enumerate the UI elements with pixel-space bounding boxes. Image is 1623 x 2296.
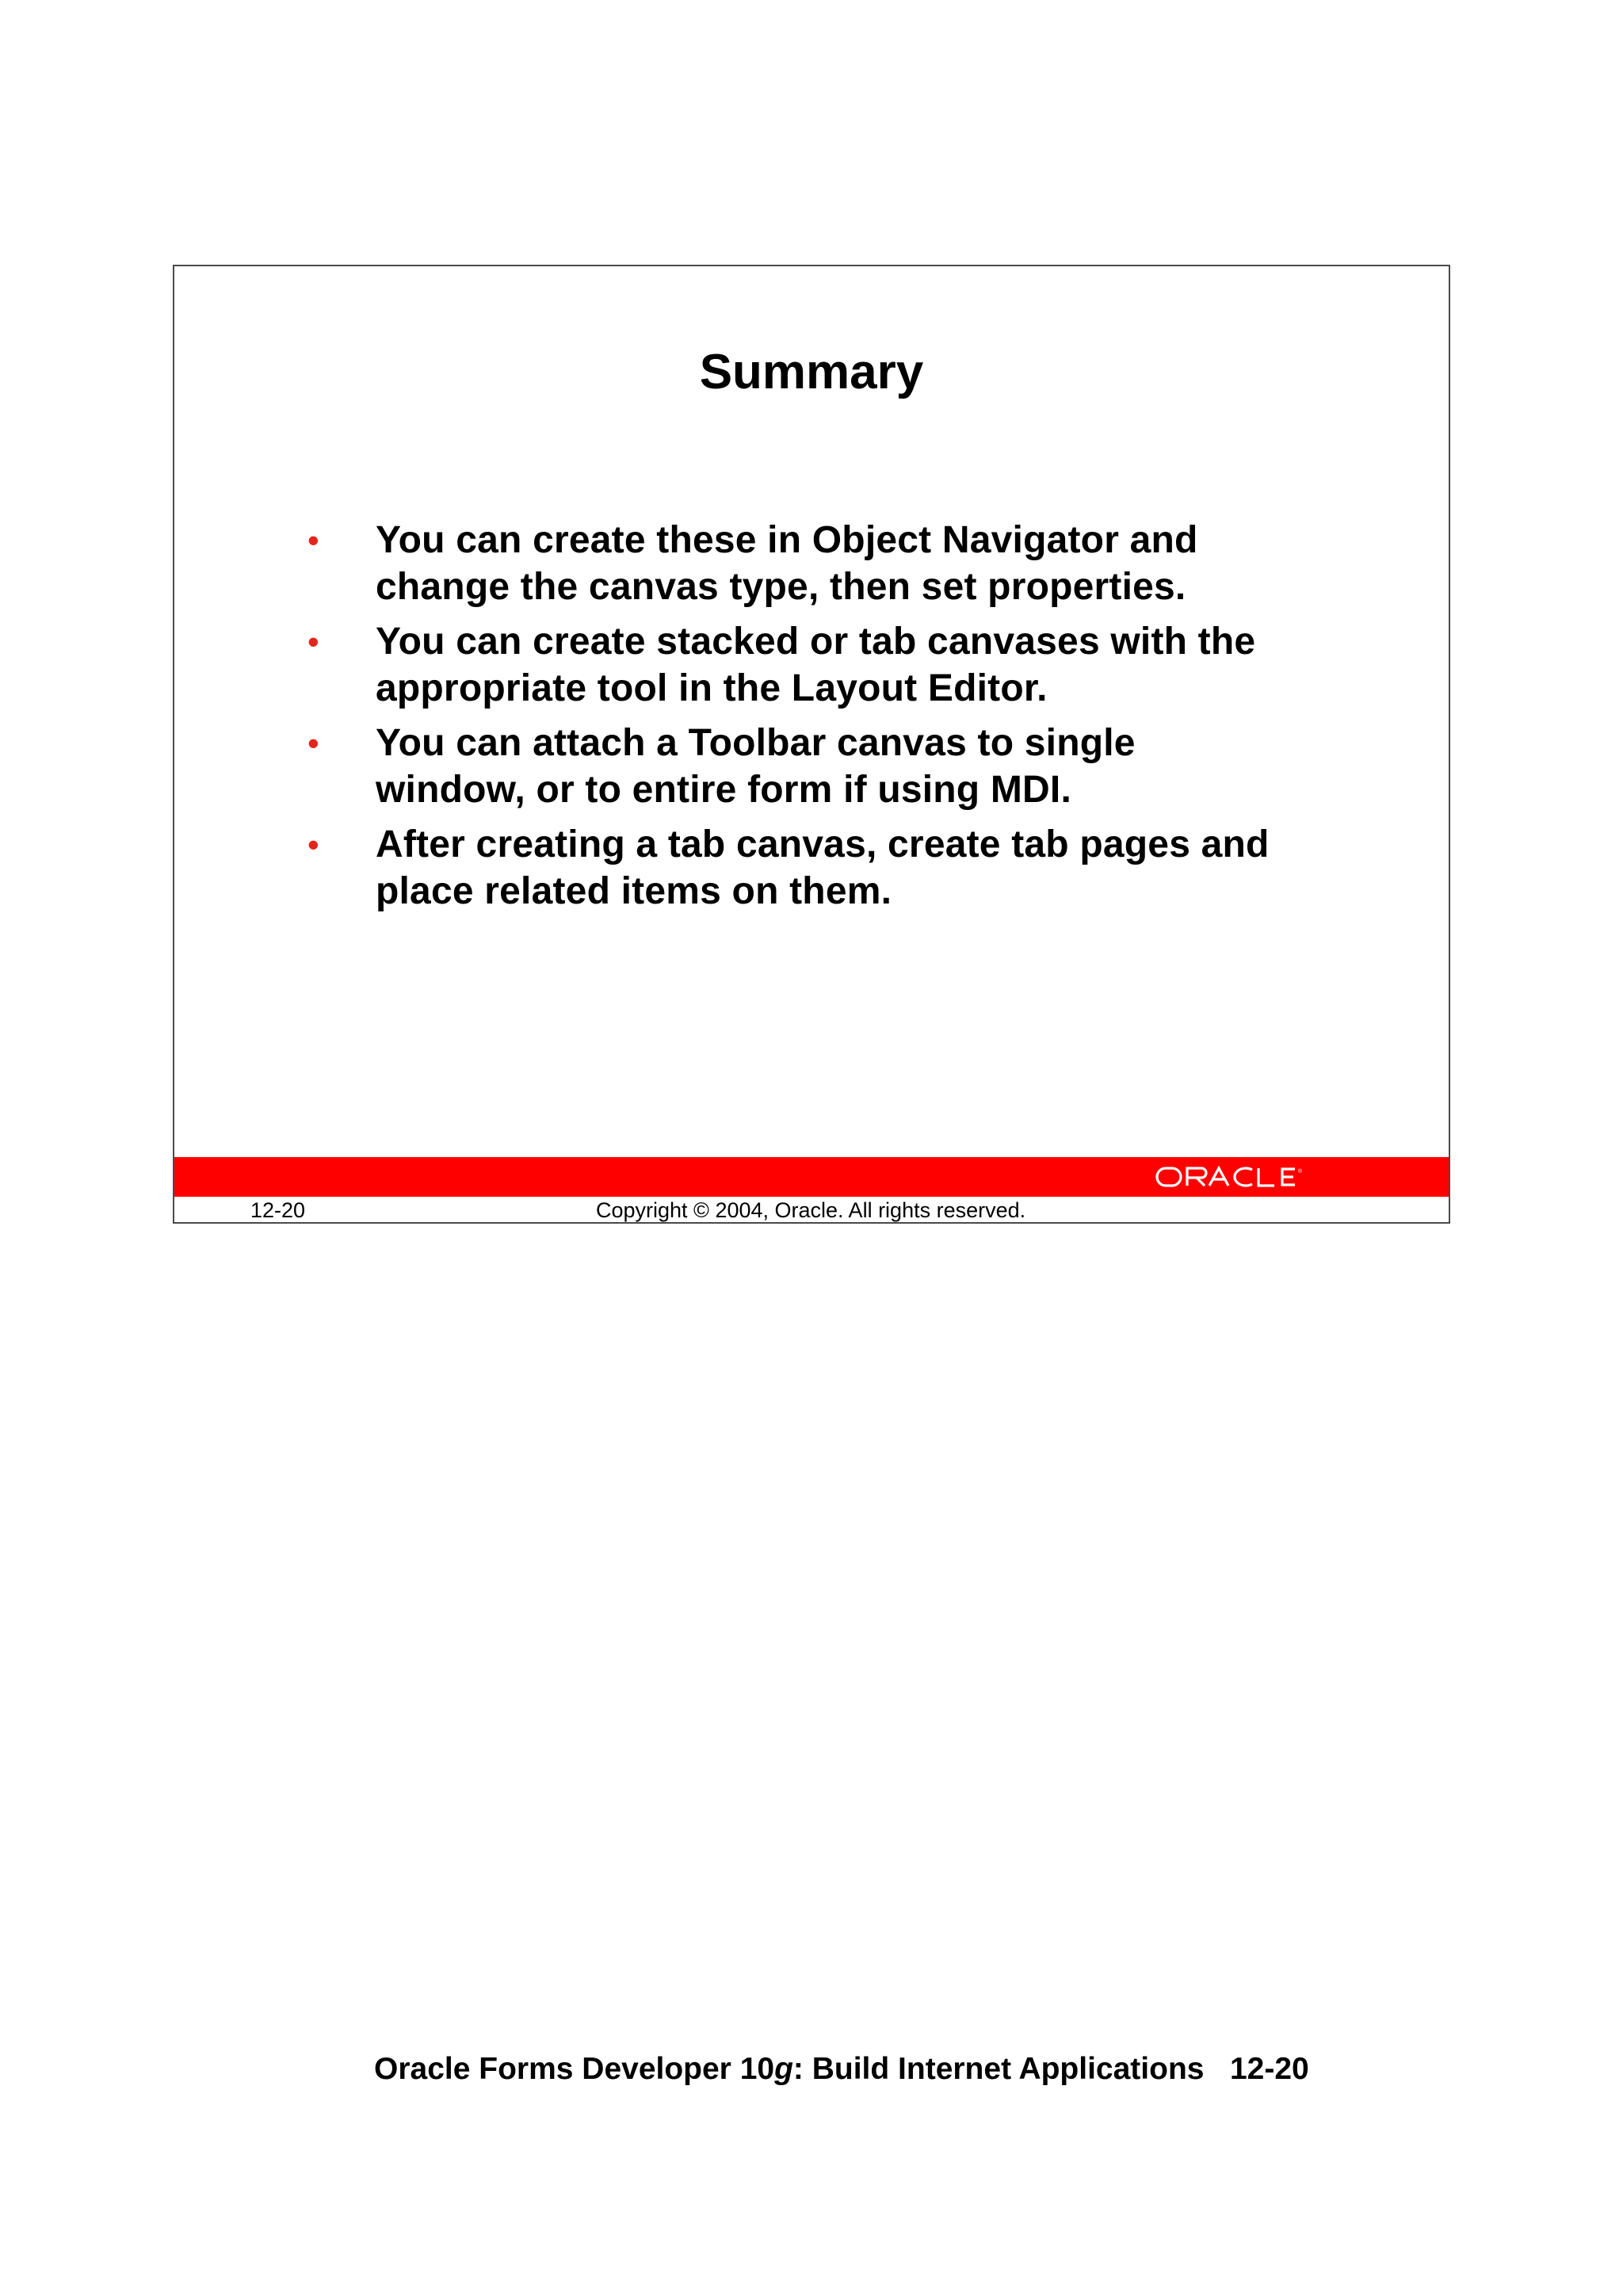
bullet-item — [307, 821, 1374, 915]
bullet-text-line: appropriate tool in the Layout Editor. — [376, 667, 1048, 709]
bullet-item — [307, 517, 1374, 610]
bullet-text-line: change the canvas type, then set properties. — [376, 566, 1186, 608]
bullet-text-line: place related items on them. — [376, 870, 892, 912]
bullet-text-line: window, or to entire form if using MDI. — [376, 769, 1071, 811]
oracle-logo-icon — [1155, 1163, 1314, 1190]
bullet-item — [307, 720, 1374, 813]
bullet-text-line: You can attach a Toolbar canvas to single — [376, 722, 1136, 764]
footer-title-suffix: : Build Internet Applications 12-20 — [792, 2052, 1309, 2086]
bullet-icon: • — [307, 724, 319, 762]
copyright-text: Copyright © 2004, Oracle. All rights reserved. — [596, 1198, 1026, 1222]
footer-title-italic: g — [774, 2052, 793, 2086]
oracle-logo — [1155, 1160, 1314, 1194]
bullet-icon: • — [307, 623, 319, 660]
footer-red-bar — [174, 1157, 1449, 1197]
bullet-text-line: You can create stacked or tab canvases with the — [376, 621, 1256, 663]
slide-number: 12-20 — [250, 1198, 306, 1222]
bullet-item — [307, 618, 1374, 712]
bullet-text-line: You can create these in Object Navigator and — [376, 519, 1198, 561]
slide-title: Summary — [699, 345, 924, 399]
slide-footer — [174, 1197, 1449, 1224]
bullet-text-line: After creating a tab canvas, create tab pages and — [376, 823, 1270, 865]
bullet-icon: • — [307, 521, 319, 559]
slide-frame — [173, 265, 1450, 1224]
bullet-list — [307, 517, 1374, 923]
page-footer — [374, 2051, 1309, 2088]
bullet-icon: • — [307, 826, 319, 863]
svg-text:®: ® — [1298, 1169, 1303, 1175]
footer-title-prefix: Oracle Forms Developer 10 — [374, 2052, 775, 2086]
